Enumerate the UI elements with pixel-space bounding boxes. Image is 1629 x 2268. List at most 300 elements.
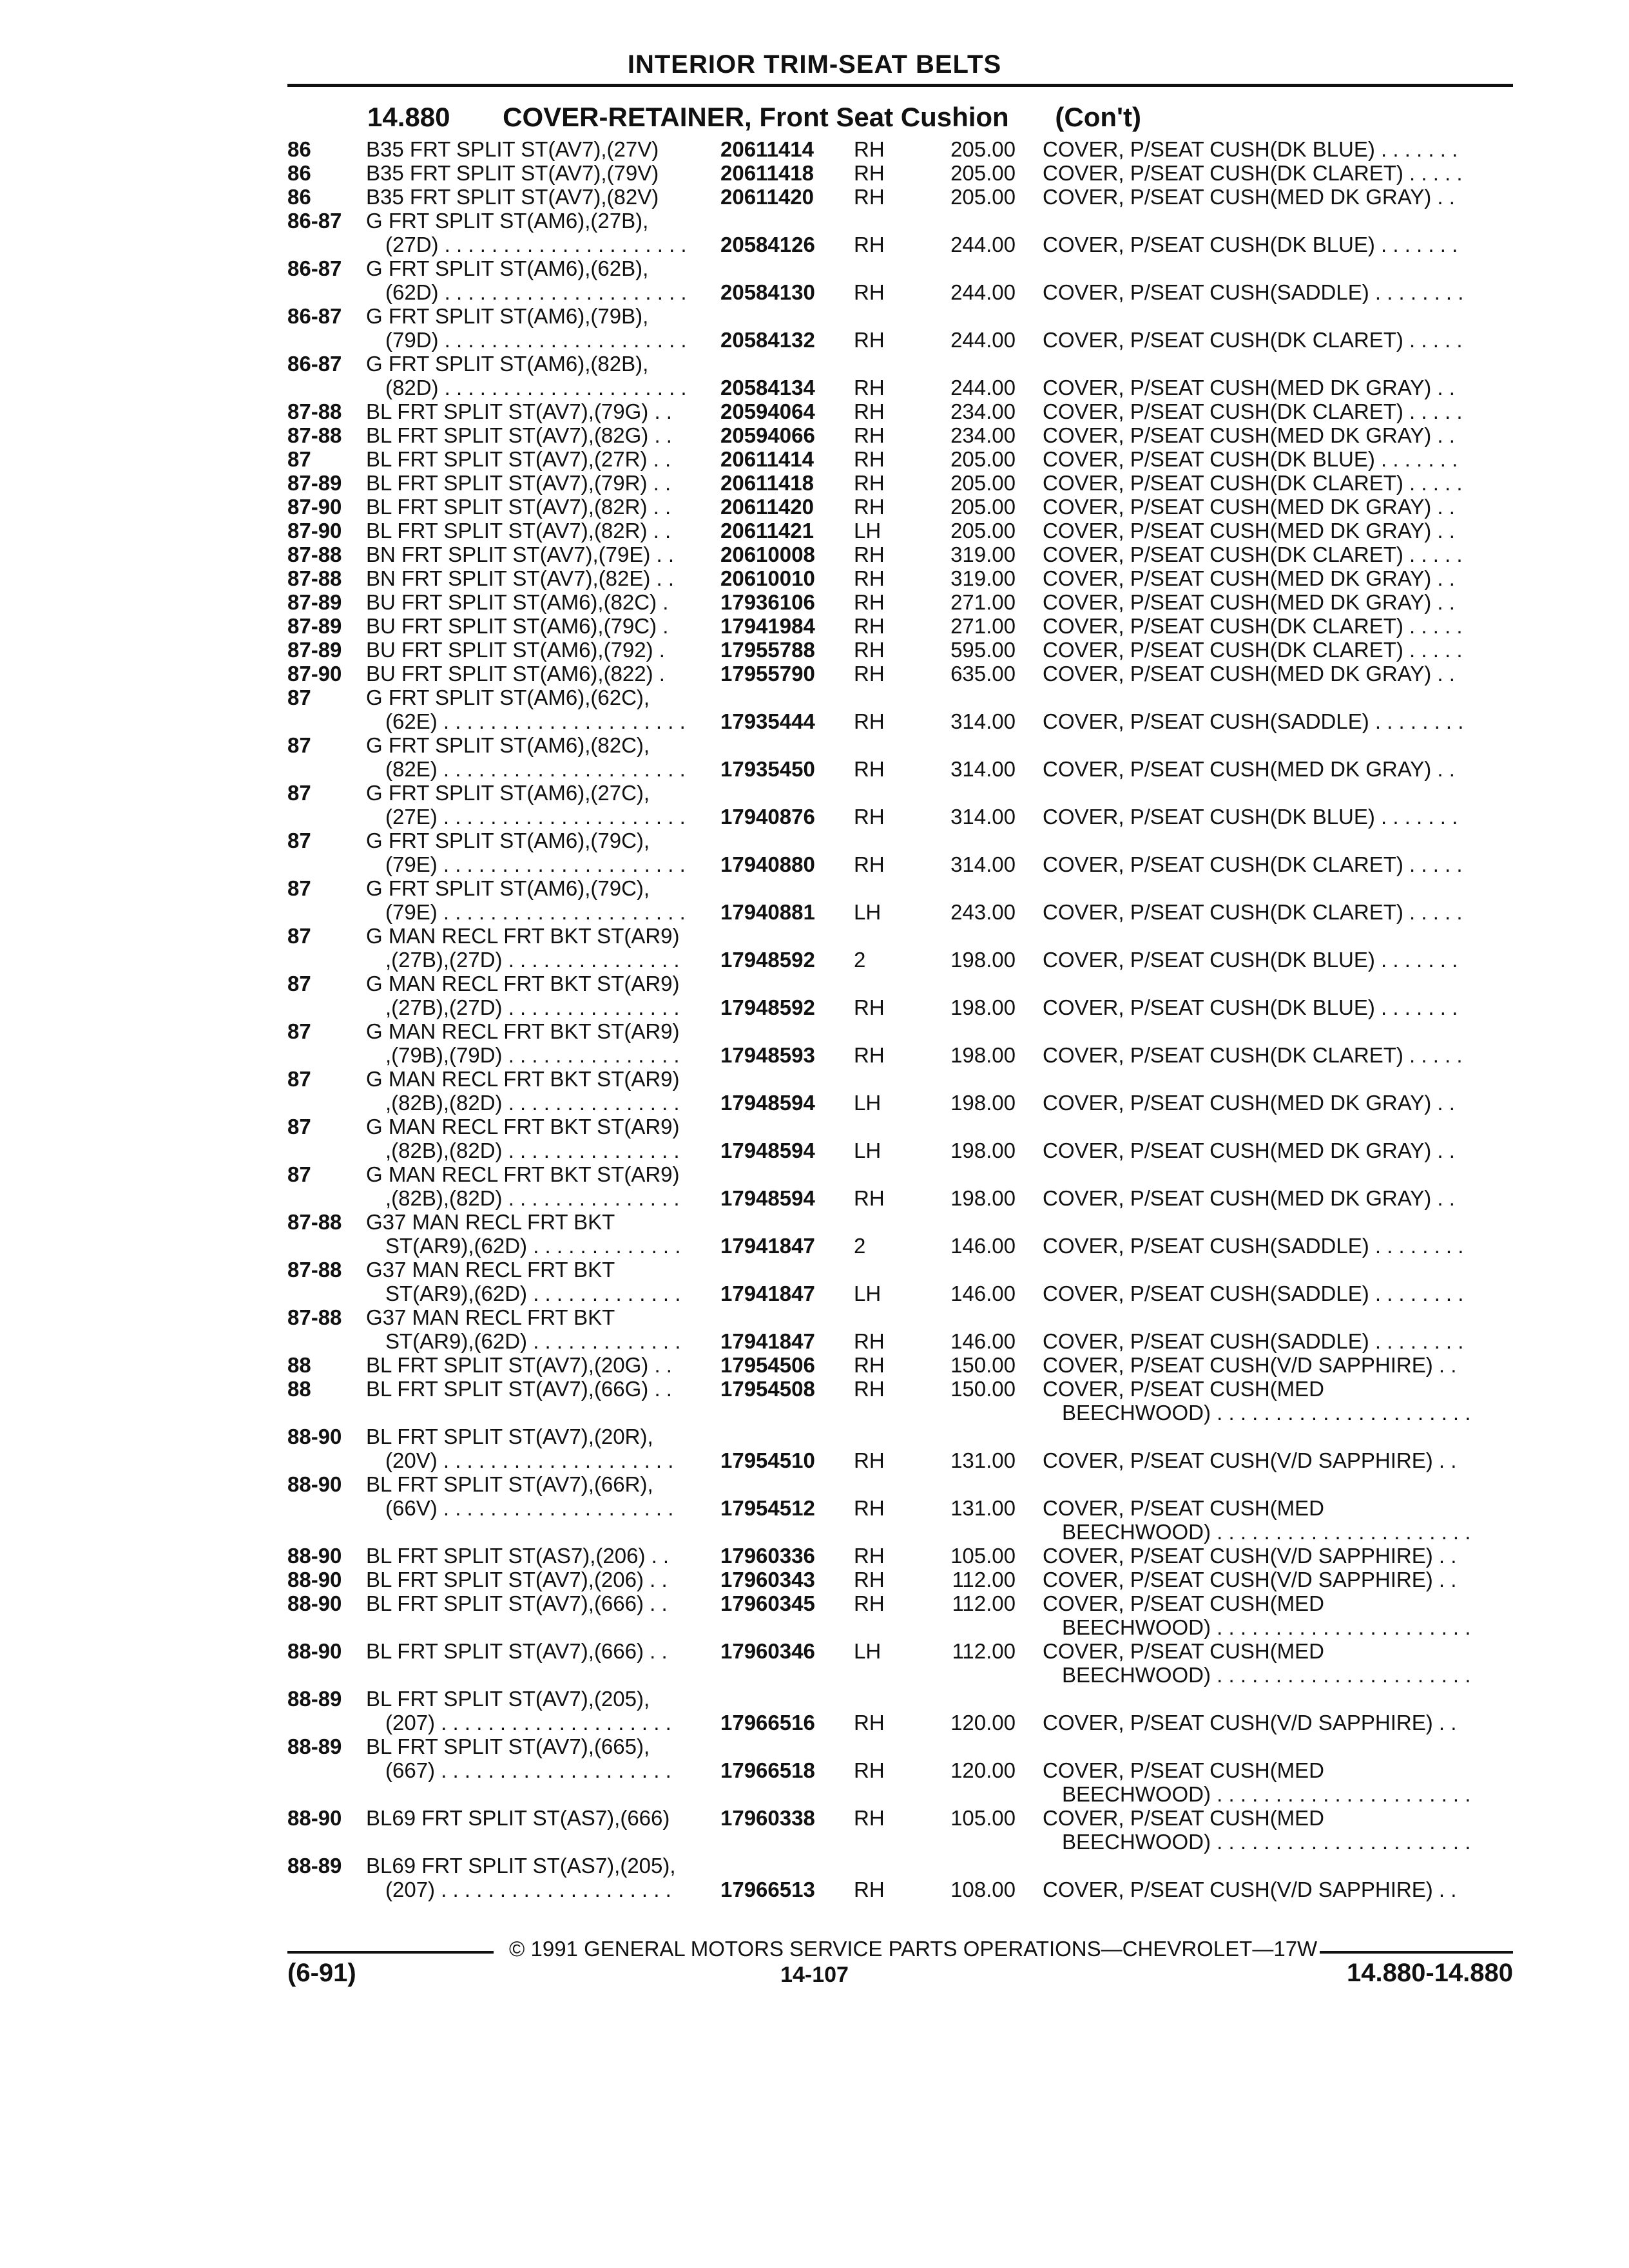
table-row	[0, 1139, 1629, 1162]
table-row	[0, 1091, 1629, 1115]
row-side: RH	[854, 376, 885, 399]
table-row	[0, 1568, 1629, 1591]
table-row	[0, 1854, 1629, 1878]
row-price: 205.00	[950, 185, 1016, 209]
table-row	[0, 256, 1629, 280]
table-row	[0, 1758, 1629, 1782]
row-part-name: COVER, P/SEAT CUSH(DK CLARET) . . . . .	[1043, 852, 1463, 876]
row-description: (20V) . . . . . . . . . . . . . . . . . . . .	[385, 1448, 674, 1472]
row-price: 112.00	[952, 1568, 1016, 1591]
row-part-name: COVER, P/SEAT CUSH(DK CLARET) . . . . .	[1043, 328, 1463, 352]
row-side: RH	[854, 1043, 885, 1067]
row-side: RH	[854, 1329, 885, 1353]
row-year: 87	[287, 1019, 311, 1043]
row-side: RH	[854, 1448, 885, 1472]
row-description: B35 FRT SPLIT ST(AV7),(82V)	[366, 185, 659, 209]
section-title: COVER-RETAINER, Front Seat Cushion	[503, 102, 1009, 132]
row-part-number: 17940880	[720, 852, 815, 876]
row-year: 86-87	[287, 304, 342, 328]
table-row	[0, 1115, 1629, 1139]
row-part-name: COVER, P/SEAT CUSH(V/D SAPPHIRE) . .	[1043, 1448, 1457, 1472]
row-description: (207) . . . . . . . . . . . . . . . . . . . .	[385, 1878, 671, 1901]
row-part-name: COVER, P/SEAT CUSH(DK CLARET) . . . . .	[1043, 161, 1463, 185]
row-side: RH	[854, 447, 885, 471]
row-year: 86-87	[287, 209, 342, 233]
table-row	[0, 1258, 1629, 1282]
row-description: BU FRT SPLIT ST(AM6),(822) .	[366, 662, 665, 686]
row-part-number: 17966513	[720, 1878, 815, 1901]
row-side: RH	[854, 1591, 885, 1615]
row-description: G FRT SPLIT ST(AM6),(79C),	[366, 876, 650, 900]
row-year: 87	[287, 829, 311, 852]
row-description: BL FRT SPLIT ST(AV7),(82R) . .	[366, 495, 671, 519]
row-part-number: 20584132	[720, 328, 815, 352]
table-row	[0, 1615, 1629, 1639]
row-part-number: 20611414	[720, 137, 815, 161]
row-year: 88-90	[287, 1568, 342, 1591]
row-description: G FRT SPLIT ST(AM6),(79C),	[366, 829, 650, 852]
table-row	[0, 852, 1629, 876]
footer-date: (6-91)	[287, 1959, 356, 1987]
row-side: RH	[854, 280, 885, 304]
row-price: 244.00	[950, 233, 1016, 256]
row-side: RH	[854, 423, 885, 447]
row-price: 314.00	[950, 757, 1016, 781]
row-part-number: 17960343	[720, 1568, 815, 1591]
row-part-number: 17935450	[720, 757, 815, 781]
table-row	[0, 1878, 1629, 1901]
row-part-number: 20594066	[720, 423, 815, 447]
table-row	[0, 1162, 1629, 1186]
row-year: 88-90	[287, 1472, 342, 1496]
table-row	[0, 1401, 1629, 1425]
row-part-number: 20584126	[720, 233, 815, 256]
row-description: (82D) . . . . . . . . . . . . . . . . . . . . .	[385, 376, 687, 399]
table-row	[0, 233, 1629, 256]
table-row	[0, 1782, 1629, 1806]
row-part-name: BEECHWOOD) . . . . . . . . . . . . . . . . . . . . . .	[1062, 1830, 1471, 1854]
row-year: 87-88	[287, 543, 342, 566]
row-part-name: COVER, P/SEAT CUSH(MED DK GRAY) . .	[1043, 590, 1455, 614]
table-row	[0, 1663, 1629, 1687]
table-row	[0, 543, 1629, 566]
row-price: 234.00	[950, 399, 1016, 423]
row-price: 198.00	[950, 1043, 1016, 1067]
row-description: G MAN RECL FRT BKT ST(AR9)	[366, 924, 680, 948]
row-description: BL69 FRT SPLIT ST(AS7),(205),	[366, 1854, 676, 1878]
row-price: 108.00	[950, 1878, 1016, 1901]
row-side: RH	[854, 233, 885, 256]
row-side: RH	[854, 709, 885, 733]
row-description: ST(AR9),(62D) . . . . . . . . . . . . .	[385, 1282, 681, 1305]
row-part-name: COVER, P/SEAT CUSH(SADDLE) . . . . . . . .	[1043, 709, 1464, 733]
row-part-number: 20611418	[720, 471, 815, 495]
row-side: RH	[854, 1711, 885, 1735]
table-row	[0, 638, 1629, 662]
row-price: 271.00	[950, 590, 1016, 614]
row-price: 150.00	[950, 1377, 1016, 1401]
row-description: G FRT SPLIT ST(AM6),(62C),	[366, 686, 650, 709]
row-part-name: COVER, P/SEAT CUSH(DK BLUE) . . . . . . .	[1043, 995, 1458, 1019]
row-side: RH	[854, 805, 885, 829]
row-price: 314.00	[950, 852, 1016, 876]
table-row	[0, 280, 1629, 304]
table-row	[0, 1639, 1629, 1663]
table-row	[0, 352, 1629, 376]
table-row	[0, 900, 1629, 924]
row-side: RH	[854, 399, 885, 423]
row-description: ,(27B),(27D) . . . . . . . . . . . . . . .	[385, 948, 680, 972]
row-description: G37 MAN RECL FRT BKT	[366, 1210, 615, 1234]
row-part-name: COVER, P/SEAT CUSH(SADDLE) . . . . . . . .	[1043, 280, 1464, 304]
row-part-name: COVER, P/SEAT CUSH(MED DK GRAY) . .	[1043, 1186, 1455, 1210]
row-description: ST(AR9),(62D) . . . . . . . . . . . . .	[385, 1234, 681, 1258]
row-side: LH	[854, 1282, 882, 1305]
table-row	[0, 781, 1629, 805]
row-price: 234.00	[950, 423, 1016, 447]
row-part-number: 17941847	[720, 1282, 815, 1305]
table-row	[0, 399, 1629, 423]
row-year: 87-88	[287, 399, 342, 423]
row-part-name: COVER, P/SEAT CUSH(V/D SAPPHIRE) . .	[1043, 1878, 1457, 1901]
row-part-name: COVER, P/SEAT CUSH(DK BLUE) . . . . . . .	[1043, 447, 1458, 471]
row-price: 314.00	[950, 709, 1016, 733]
row-part-name: COVER, P/SEAT CUSH(DK CLARET) . . . . .	[1043, 638, 1463, 662]
row-description: G37 MAN RECL FRT BKT	[366, 1305, 615, 1329]
row-side: RH	[854, 1806, 885, 1830]
row-description: G MAN RECL FRT BKT ST(AR9)	[366, 972, 680, 995]
table-row	[0, 1234, 1629, 1258]
row-part-number: 17966516	[720, 1711, 815, 1735]
footer-copyright: © 1991 GENERAL MOTORS SERVICE PARTS OPERATIONS—CHEVROLET—17W	[509, 1937, 1318, 1961]
row-part-name: COVER, P/SEAT CUSH(SADDLE) . . . . . . . .	[1043, 1282, 1464, 1305]
row-side: RH	[854, 1377, 885, 1401]
row-description: G MAN RECL FRT BKT ST(AR9)	[366, 1019, 680, 1043]
row-description: B35 FRT SPLIT ST(AV7),(27V)	[366, 137, 659, 161]
table-row	[0, 972, 1629, 995]
row-part-name: COVER, P/SEAT CUSH(MED	[1043, 1377, 1325, 1401]
row-part-number: 17936106	[720, 590, 815, 614]
row-description: (207) . . . . . . . . . . . . . . . . . . . .	[385, 1711, 671, 1735]
table-row	[0, 1448, 1629, 1472]
table-row	[0, 1544, 1629, 1568]
row-side: LH	[854, 1639, 882, 1663]
row-part-name: COVER, P/SEAT CUSH(DK BLUE) . . . . . . .	[1043, 805, 1458, 829]
table-row	[0, 209, 1629, 233]
row-description: (667) . . . . . . . . . . . . . . . . . . . .	[385, 1758, 671, 1782]
table-row	[0, 304, 1629, 328]
table-row	[0, 948, 1629, 972]
row-description: ,(82B),(82D) . . . . . . . . . . . . . . .	[385, 1091, 680, 1115]
row-description: ,(27B),(27D) . . . . . . . . . . . . . . .	[385, 995, 680, 1019]
row-part-number: 17941984	[720, 614, 815, 638]
row-side: RH	[854, 1758, 885, 1782]
table-row	[0, 1329, 1629, 1353]
table-row	[0, 1735, 1629, 1758]
row-year: 87	[287, 447, 311, 471]
row-price: 244.00	[950, 280, 1016, 304]
row-description: BL FRT SPLIT ST(AV7),(82R) . .	[366, 519, 671, 543]
row-part-number: 20584134	[720, 376, 815, 399]
row-part-name: BEECHWOOD) . . . . . . . . . . . . . . . . . . . . . .	[1062, 1401, 1471, 1425]
row-price: 112.00	[952, 1639, 1016, 1663]
title-rule	[287, 84, 1513, 87]
row-part-name: COVER, P/SEAT CUSH(DK CLARET) . . . . .	[1043, 399, 1463, 423]
row-description: ,(82B),(82D) . . . . . . . . . . . . . . .	[385, 1139, 680, 1162]
row-part-number: 17960346	[720, 1639, 815, 1663]
row-year: 88-89	[287, 1854, 342, 1878]
row-price: 120.00	[950, 1711, 1016, 1735]
row-price: 198.00	[950, 1091, 1016, 1115]
row-part-number: 17948592	[720, 995, 815, 1019]
row-side: RH	[854, 638, 885, 662]
row-year: 87-89	[287, 638, 342, 662]
table-row	[0, 519, 1629, 543]
row-description: (66V) . . . . . . . . . . . . . . . . . . . .	[385, 1496, 674, 1520]
row-year: 86	[287, 137, 311, 161]
row-part-number: 17948594	[720, 1186, 815, 1210]
row-side: LH	[854, 519, 882, 543]
row-description: ,(82B),(82D) . . . . . . . . . . . . . . .	[385, 1186, 680, 1210]
row-side: LH	[854, 900, 882, 924]
row-year: 87	[287, 924, 311, 948]
row-year: 88-90	[287, 1544, 342, 1568]
row-part-name: COVER, P/SEAT CUSH(MED DK GRAY) . .	[1043, 519, 1455, 543]
row-year: 87-89	[287, 590, 342, 614]
row-year: 87-90	[287, 662, 342, 686]
row-description: BL69 FRT SPLIT ST(AS7),(666)	[366, 1806, 670, 1830]
row-price: 205.00	[950, 495, 1016, 519]
table-row	[0, 1210, 1629, 1234]
row-year: 87-89	[287, 614, 342, 638]
row-year: 86-87	[287, 352, 342, 376]
row-price: 131.00	[950, 1496, 1016, 1520]
row-side: RH	[854, 1353, 885, 1377]
row-description: (27D) . . . . . . . . . . . . . . . . . . . . .	[385, 233, 687, 256]
section-number: 14.880	[367, 102, 450, 132]
table-row	[0, 1067, 1629, 1091]
row-description: G FRT SPLIT ST(AM6),(27B),	[366, 209, 649, 233]
table-row	[0, 328, 1629, 352]
row-side: 2	[854, 948, 866, 972]
row-part-name: COVER, P/SEAT CUSH(MED	[1043, 1806, 1325, 1830]
footer-section-range: 14.880-14.880	[1346, 1959, 1513, 1987]
row-part-name: COVER, P/SEAT CUSH(MED	[1043, 1591, 1325, 1615]
row-part-name: BEECHWOOD) . . . . . . . . . . . . . . . . . . . . . .	[1062, 1782, 1471, 1806]
row-description: G FRT SPLIT ST(AM6),(82B),	[366, 352, 649, 376]
row-description: (79D) . . . . . . . . . . . . . . . . . . . . .	[385, 328, 687, 352]
footer-page-number: 14-107	[780, 1963, 849, 1987]
row-year: 88-89	[287, 1735, 342, 1758]
table-row	[0, 1043, 1629, 1067]
row-description: BL FRT SPLIT ST(AV7),(20G) . .	[366, 1353, 672, 1377]
row-part-number: 20611420	[720, 185, 815, 209]
row-price: 150.00	[950, 1353, 1016, 1377]
row-price: 244.00	[950, 328, 1016, 352]
row-year: 88-90	[287, 1639, 342, 1663]
row-year: 87-89	[287, 471, 342, 495]
row-year: 87-88	[287, 423, 342, 447]
row-description: BN FRT SPLIT ST(AV7),(82E) . .	[366, 566, 675, 590]
row-part-name: COVER, P/SEAT CUSH(MED DK GRAY) . .	[1043, 423, 1455, 447]
row-year: 87-88	[287, 1305, 342, 1329]
row-side: RH	[854, 1878, 885, 1901]
section-heading	[367, 102, 1141, 133]
row-description: B35 FRT SPLIT ST(AV7),(79V)	[366, 161, 659, 185]
row-description: BL FRT SPLIT ST(AV7),(79G) . .	[366, 399, 672, 423]
row-price: 198.00	[950, 1186, 1016, 1210]
row-side: RH	[854, 662, 885, 686]
row-description: BL FRT SPLIT ST(AV7),(66R),	[366, 1472, 653, 1496]
row-part-number: 20610008	[720, 543, 815, 566]
row-description: (79E) . . . . . . . . . . . . . . . . . . . . .	[385, 852, 686, 876]
row-part-number: 20610010	[720, 566, 815, 590]
row-description: BL FRT SPLIT ST(AV7),(27R) . .	[366, 447, 671, 471]
row-part-number: 17960345	[720, 1591, 815, 1615]
row-part-name: COVER, P/SEAT CUSH(MED	[1043, 1496, 1325, 1520]
table-row	[0, 495, 1629, 519]
row-side: RH	[854, 614, 885, 638]
row-year: 87	[287, 781, 311, 805]
row-year: 88-90	[287, 1591, 342, 1615]
row-part-name: COVER, P/SEAT CUSH(MED DK GRAY) . .	[1043, 1091, 1455, 1115]
row-description: G MAN RECL FRT BKT ST(AR9)	[366, 1067, 680, 1091]
row-part-number: 17941847	[720, 1329, 815, 1353]
row-price: 205.00	[950, 447, 1016, 471]
row-price: 314.00	[950, 805, 1016, 829]
row-part-number: 17940876	[720, 805, 815, 829]
row-side: LH	[854, 1091, 882, 1115]
row-side: RH	[854, 543, 885, 566]
row-part-name: COVER, P/SEAT CUSH(MED DK GRAY) . .	[1043, 757, 1455, 781]
row-side: RH	[854, 185, 885, 209]
row-description: BL FRT SPLIT ST(AV7),(20R),	[366, 1425, 653, 1448]
row-year: 88-89	[287, 1687, 342, 1711]
table-row	[0, 1806, 1629, 1830]
row-part-number: 17966518	[720, 1758, 815, 1782]
row-part-number: 17948592	[720, 948, 815, 972]
table-row	[0, 423, 1629, 447]
table-row	[0, 805, 1629, 829]
row-description: BN FRT SPLIT ST(AV7),(79E) . .	[366, 543, 675, 566]
table-row	[0, 137, 1629, 161]
row-side: RH	[854, 1496, 885, 1520]
row-year: 87-88	[287, 1258, 342, 1282]
row-price: 205.00	[950, 519, 1016, 543]
row-side: RH	[854, 757, 885, 781]
row-side: RH	[854, 1544, 885, 1568]
row-side: RH	[854, 590, 885, 614]
row-year: 87-88	[287, 1210, 342, 1234]
table-row	[0, 829, 1629, 852]
row-part-name: COVER, P/SEAT CUSH(V/D SAPPHIRE) . .	[1043, 1568, 1457, 1591]
table-row	[0, 161, 1629, 185]
row-year: 87	[287, 1115, 311, 1139]
row-part-number: 20594064	[720, 399, 815, 423]
row-description: BL FRT SPLIT ST(AV7),(66G) . .	[366, 1377, 672, 1401]
row-price: 319.00	[950, 566, 1016, 590]
row-description: BL FRT SPLIT ST(AV7),(205),	[366, 1687, 650, 1711]
row-part-name: BEECHWOOD) . . . . . . . . . . . . . . . . . . . . . .	[1062, 1520, 1471, 1544]
row-part-number: 17954512	[720, 1496, 815, 1520]
table-row	[0, 1591, 1629, 1615]
row-price: 635.00	[950, 662, 1016, 686]
row-description: BU FRT SPLIT ST(AM6),(792) .	[366, 638, 665, 662]
row-part-name: COVER, P/SEAT CUSH(DK CLARET) . . . . .	[1043, 471, 1463, 495]
row-description: G FRT SPLIT ST(AM6),(27C),	[366, 781, 650, 805]
table-row	[0, 1305, 1629, 1329]
table-row	[0, 995, 1629, 1019]
footer-rule-right	[1320, 1951, 1513, 1954]
row-description: BL FRT SPLIT ST(AV7),(665),	[366, 1735, 650, 1758]
row-description: BL FRT SPLIT ST(AV7),(82G) . .	[366, 423, 672, 447]
table-row	[0, 185, 1629, 209]
row-price: 146.00	[950, 1234, 1016, 1258]
row-part-name: COVER, P/SEAT CUSH(DK CLARET) . . . . .	[1043, 1043, 1463, 1067]
row-part-name: COVER, P/SEAT CUSH(DK CLARET) . . . . .	[1043, 614, 1463, 638]
row-price: 205.00	[950, 137, 1016, 161]
table-row	[0, 709, 1629, 733]
table-row	[0, 1520, 1629, 1544]
row-part-number: 17948593	[720, 1043, 815, 1067]
row-description: G FRT SPLIT ST(AM6),(62B),	[366, 256, 649, 280]
row-part-name: COVER, P/SEAT CUSH(SADDLE) . . . . . . . .	[1043, 1234, 1464, 1258]
row-part-number: 20611420	[720, 495, 815, 519]
table-row	[0, 1353, 1629, 1377]
row-price: 198.00	[950, 995, 1016, 1019]
table-row	[0, 662, 1629, 686]
table-row	[0, 1282, 1629, 1305]
page-title: INTERIOR TRIM-SEAT BELTS	[627, 50, 1002, 79]
row-description: ST(AR9),(62D) . . . . . . . . . . . . .	[385, 1329, 681, 1353]
table-row	[0, 733, 1629, 757]
row-part-name: COVER, P/SEAT CUSH(DK BLUE) . . . . . . .	[1043, 948, 1458, 972]
row-year: 88	[287, 1353, 311, 1377]
row-part-name: COVER, P/SEAT CUSH(SADDLE) . . . . . . . .	[1043, 1329, 1464, 1353]
table-row	[0, 1019, 1629, 1043]
row-side: RH	[854, 566, 885, 590]
row-year: 87	[287, 1162, 311, 1186]
table-row	[0, 1377, 1629, 1401]
row-part-name: COVER, P/SEAT CUSH(MED	[1043, 1758, 1325, 1782]
row-part-name: COVER, P/SEAT CUSH(DK BLUE) . . . . . . .	[1043, 137, 1458, 161]
row-part-number: 17955788	[720, 638, 815, 662]
row-part-number: 17954506	[720, 1353, 815, 1377]
row-description: G FRT SPLIT ST(AM6),(79B),	[366, 304, 649, 328]
row-description: (82E) . . . . . . . . . . . . . . . . . . . . .	[385, 757, 686, 781]
row-part-name: COVER, P/SEAT CUSH(V/D SAPPHIRE) . .	[1043, 1353, 1457, 1377]
row-year: 87-90	[287, 519, 342, 543]
row-part-number: 20584130	[720, 280, 815, 304]
row-price: 146.00	[950, 1282, 1016, 1305]
table-row	[0, 1496, 1629, 1520]
table-row	[0, 1687, 1629, 1711]
row-description: BL FRT SPLIT ST(AS7),(206) . .	[366, 1544, 670, 1568]
row-side: RH	[854, 1186, 885, 1210]
row-price: 198.00	[950, 1139, 1016, 1162]
row-description: ,(79B),(79D) . . . . . . . . . . . . . . .	[385, 1043, 680, 1067]
row-part-name: COVER, P/SEAT CUSH(MED DK GRAY) . .	[1043, 566, 1455, 590]
row-side: RH	[854, 137, 885, 161]
row-side: RH	[854, 328, 885, 352]
section-continued: (Con't)	[1055, 102, 1141, 132]
table-row	[0, 376, 1629, 399]
footer-rule-left	[287, 1951, 494, 1954]
row-year: 87-90	[287, 495, 342, 519]
row-description: BL FRT SPLIT ST(AV7),(666) . .	[366, 1591, 668, 1615]
row-description: G MAN RECL FRT BKT ST(AR9)	[366, 1115, 680, 1139]
row-description: G37 MAN RECL FRT BKT	[366, 1258, 615, 1282]
